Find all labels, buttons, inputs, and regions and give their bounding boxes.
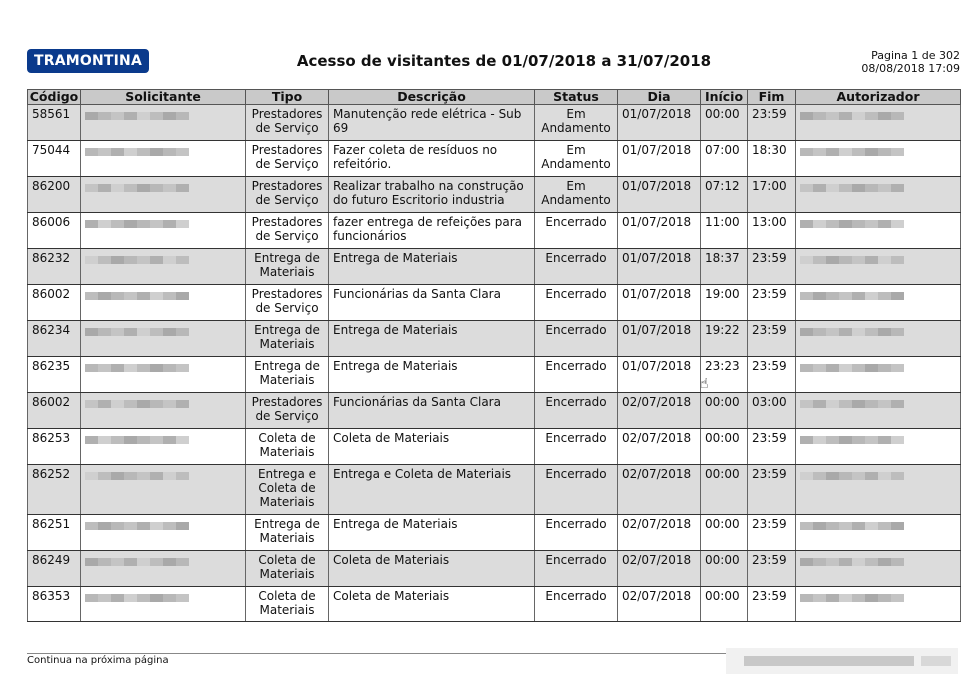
cell-descricao: Fazer coleta de resíduos no refeitório. — [329, 141, 535, 177]
cell-solicitante — [81, 321, 246, 357]
cell-descricao: Coleta de Materiais — [329, 587, 535, 622]
cell-codigo: 86249 — [28, 551, 81, 587]
redacted-name-block — [800, 109, 956, 123]
cell-descricao: Coleta de Materiais — [329, 429, 535, 465]
cell-fim: 23:59 — [748, 551, 796, 587]
cell-inicio: 00:00 — [701, 465, 748, 515]
cell-tipo: Coleta de Materiais — [246, 429, 329, 465]
report-title: Acesso de visitantes de 01/07/2018 a 31/07/2018 — [296, 52, 712, 70]
cell-status: Encerrado — [535, 321, 618, 357]
redacted-footer-block — [726, 648, 958, 674]
cell-dia: 02/07/2018 — [618, 587, 701, 622]
cell-tipo: Prestadores de Serviço — [246, 105, 329, 141]
redacted-name-block — [800, 433, 956, 447]
hand-cursor-icon: ☝ — [700, 376, 709, 392]
cell-status: Encerrado — [535, 465, 618, 515]
cell-autorizador — [796, 213, 961, 249]
cell-tipo: Prestadores de Serviço — [246, 213, 329, 249]
cell-fim: 23:59 — [748, 321, 796, 357]
cell-tipo: Prestadores de Serviço — [246, 141, 329, 177]
cell-solicitante — [81, 105, 246, 141]
cell-status: Encerrado — [535, 515, 618, 551]
column-header-dia: Dia — [618, 90, 701, 105]
redacted-name-block — [800, 555, 956, 569]
redacted-name-block — [800, 145, 956, 159]
cell-inicio: 23:23 — [701, 357, 748, 393]
cell-dia: 01/07/2018 — [618, 285, 701, 321]
cell-codigo: 86253 — [28, 429, 81, 465]
table-row — [28, 465, 961, 515]
visitors-table — [27, 89, 961, 622]
redacted-name-block — [800, 469, 956, 483]
cell-inicio: 00:00 — [701, 105, 748, 141]
redacted-name-block — [85, 145, 241, 159]
cell-dia: 01/07/2018 — [618, 141, 701, 177]
continue-label: Continua na próxima página — [27, 655, 169, 666]
cell-status: Encerrado — [535, 249, 618, 285]
cell-solicitante — [81, 141, 246, 177]
cell-autorizador — [796, 321, 961, 357]
cell-tipo: Entrega de Materiais — [246, 321, 329, 357]
cell-descricao: Entrega de Materiais — [329, 321, 535, 357]
redacted-name-block — [85, 325, 241, 339]
cell-codigo: 86252 — [28, 465, 81, 515]
tramontina-logo: TRAMONTINA — [27, 49, 149, 73]
cell-tipo: Prestadores de Serviço — [246, 285, 329, 321]
cell-solicitante — [81, 465, 246, 515]
cell-dia: 02/07/2018 — [618, 465, 701, 515]
redacted-name-block — [85, 469, 241, 483]
table-row — [28, 357, 961, 393]
table-row — [28, 285, 961, 321]
cell-inicio: 19:22 — [701, 321, 748, 357]
column-header-descricao: Descrição — [329, 90, 535, 105]
table-row — [28, 141, 961, 177]
column-header-inicio: Início — [701, 90, 748, 105]
cell-autorizador — [796, 249, 961, 285]
redacted-name-block — [800, 397, 956, 411]
cell-solicitante — [81, 177, 246, 213]
cell-fim: 23:59 — [748, 105, 796, 141]
cell-autorizador — [796, 465, 961, 515]
cell-status: Encerrado — [535, 393, 618, 429]
cell-tipo: Coleta de Materiais — [246, 587, 329, 622]
cell-inicio: 00:00 — [701, 587, 748, 622]
redacted-name-block — [800, 591, 956, 605]
redacted-name-block — [85, 519, 241, 533]
cell-autorizador — [796, 105, 961, 141]
cell-status: Em Andamento — [535, 105, 618, 141]
table-row — [28, 249, 961, 285]
redacted-name-block — [800, 217, 956, 231]
redacted-name-block — [800, 253, 956, 267]
cell-status: Em Andamento — [535, 141, 618, 177]
cell-fim: 23:59 — [748, 465, 796, 515]
cell-dia: 02/07/2018 — [618, 551, 701, 587]
cell-fim: 23:59 — [748, 515, 796, 551]
redacted-name-block — [85, 397, 241, 411]
cell-fim: 23:59 — [748, 357, 796, 393]
page-info — [861, 49, 960, 75]
table-row — [28, 393, 961, 429]
cell-dia: 02/07/2018 — [618, 429, 701, 465]
cell-status: Encerrado — [535, 551, 618, 587]
cell-tipo: Coleta de Materiais — [246, 551, 329, 587]
cell-fim: 23:59 — [748, 285, 796, 321]
cell-solicitante — [81, 249, 246, 285]
footer-divider — [27, 653, 727, 654]
cell-inicio: 11:00 — [701, 213, 748, 249]
cell-descricao: Entrega de Materiais — [329, 357, 535, 393]
cell-dia: 01/07/2018 — [618, 105, 701, 141]
cell-status: Encerrado — [535, 357, 618, 393]
cell-autorizador — [796, 285, 961, 321]
cell-dia: 02/07/2018 — [618, 515, 701, 551]
cell-tipo: Entrega de Materiais — [246, 515, 329, 551]
cell-solicitante — [81, 551, 246, 587]
column-header-codigo: Código — [28, 90, 81, 105]
cell-fim: 03:00 — [748, 393, 796, 429]
cell-status: Encerrado — [535, 213, 618, 249]
generated-timestamp: 08/08/2018 17:09 — [861, 62, 960, 75]
column-header-fim: Fim — [748, 90, 796, 105]
redacted-name-block — [85, 433, 241, 447]
table-row — [28, 177, 961, 213]
cell-tipo: Entrega e Coleta de Materiais — [246, 465, 329, 515]
cell-codigo: 86353 — [28, 587, 81, 622]
table-header-row — [28, 90, 961, 105]
cell-autorizador — [796, 515, 961, 551]
cell-fim: 18:30 — [748, 141, 796, 177]
cell-fim: 13:00 — [748, 213, 796, 249]
table-row — [28, 587, 961, 622]
redacted-name-block — [85, 253, 241, 267]
cell-tipo: Prestadores de Serviço — [246, 177, 329, 213]
cell-fim: 17:00 — [748, 177, 796, 213]
table-row — [28, 515, 961, 551]
redacted-name-block — [85, 361, 241, 375]
cell-fim: 23:59 — [748, 249, 796, 285]
cell-dia: 01/07/2018 — [618, 213, 701, 249]
table-row — [28, 429, 961, 465]
cell-descricao: Entrega de Materiais — [329, 515, 535, 551]
redacted-name-block — [85, 555, 241, 569]
cell-status: Encerrado — [535, 587, 618, 622]
cell-descricao: Entrega e Coleta de Materiais — [329, 465, 535, 515]
cell-codigo: 86232 — [28, 249, 81, 285]
table-row — [28, 551, 961, 587]
cell-fim: 23:59 — [748, 587, 796, 622]
table-row — [28, 321, 961, 357]
cell-autorizador — [796, 551, 961, 587]
redacted-name-block — [85, 591, 241, 605]
cell-descricao: Funcionárias da Santa Clara — [329, 285, 535, 321]
table-row — [28, 105, 961, 141]
cell-autorizador — [796, 429, 961, 465]
redacted-name-block — [85, 217, 241, 231]
cell-dia: 01/07/2018 — [618, 177, 701, 213]
cell-dia: 01/07/2018 — [618, 357, 701, 393]
cell-status: Encerrado — [535, 429, 618, 465]
redacted-name-block — [800, 519, 956, 533]
cell-descricao: Realizar trabalho na construção do futuro Escritorio industria — [329, 177, 535, 213]
cell-solicitante — [81, 515, 246, 551]
cell-autorizador — [796, 587, 961, 622]
cell-descricao: Entrega de Materiais — [329, 249, 535, 285]
cell-dia: 01/07/2018 — [618, 321, 701, 357]
cell-codigo: 86234 — [28, 321, 81, 357]
cell-codigo: 86006 — [28, 213, 81, 249]
redacted-name-block — [800, 361, 956, 375]
redacted-name-block — [85, 289, 241, 303]
cell-autorizador — [796, 177, 961, 213]
cell-tipo: Entrega de Materiais — [246, 249, 329, 285]
cell-solicitante — [81, 357, 246, 393]
cell-solicitante — [81, 213, 246, 249]
cell-inicio: 00:00 — [701, 551, 748, 587]
cell-dia: 02/07/2018 — [618, 393, 701, 429]
cell-inicio: 00:00 — [701, 393, 748, 429]
redacted-name-block — [800, 325, 956, 339]
column-header-solicitante: Solicitante — [81, 90, 246, 105]
cell-descricao: Funcionárias da Santa Clara — [329, 393, 535, 429]
cell-status: Encerrado — [535, 285, 618, 321]
column-header-status: Status — [535, 90, 618, 105]
cell-codigo: 58561 — [28, 105, 81, 141]
redacted-name-block — [800, 289, 956, 303]
cell-codigo: 75044 — [28, 141, 81, 177]
cell-status: Em Andamento — [535, 177, 618, 213]
cell-codigo: 86235 — [28, 357, 81, 393]
column-header-autorizador: Autorizador — [796, 90, 961, 105]
cell-inicio: 07:00 — [701, 141, 748, 177]
cell-dia: 01/07/2018 — [618, 249, 701, 285]
cell-descricao: Coleta de Materiais — [329, 551, 535, 587]
cell-codigo: 86002 — [28, 393, 81, 429]
cell-tipo: Prestadores de Serviço — [246, 393, 329, 429]
cell-autorizador — [796, 393, 961, 429]
cell-codigo: 86200 — [28, 177, 81, 213]
page-number: Pagina 1 de 302 — [871, 49, 960, 62]
cell-inicio: 07:12 — [701, 177, 748, 213]
cell-codigo: 86251 — [28, 515, 81, 551]
table-row — [28, 213, 961, 249]
redacted-name-block — [800, 181, 956, 195]
cell-solicitante — [81, 285, 246, 321]
cell-inicio: 00:00 — [701, 429, 748, 465]
cell-fim: 23:59 — [748, 429, 796, 465]
cell-codigo: 86002 — [28, 285, 81, 321]
redacted-name-block — [85, 109, 241, 123]
column-header-tipo: Tipo — [246, 90, 329, 105]
cell-inicio: 18:37 — [701, 249, 748, 285]
cell-solicitante — [81, 429, 246, 465]
redacted-name-block — [85, 181, 241, 195]
cell-tipo: Entrega de Materiais — [246, 357, 329, 393]
cell-inicio: 00:00 — [701, 515, 748, 551]
cell-autorizador — [796, 357, 961, 393]
cell-descricao: fazer entrega de refeições para funcionários — [329, 213, 535, 249]
cell-inicio: 19:00 — [701, 285, 748, 321]
cell-autorizador — [796, 141, 961, 177]
cell-solicitante — [81, 393, 246, 429]
cell-solicitante — [81, 587, 246, 622]
cell-descricao: Manutenção rede elétrica - Sub 69 — [329, 105, 535, 141]
